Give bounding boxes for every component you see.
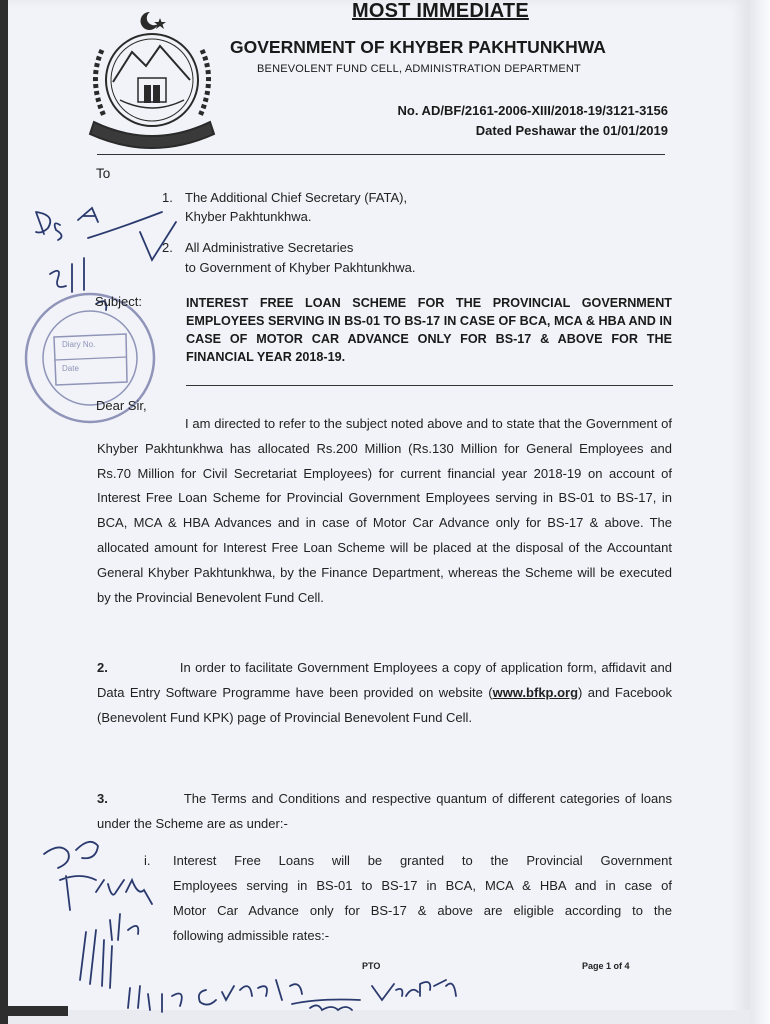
addressee-2-line2: to Government of Khyber Pakhtunkhwa. xyxy=(185,260,416,275)
government-emblem-icon xyxy=(90,12,214,148)
department-title: BENEVOLENT FUND CELL, ADMINISTRATION DEPARTMENT xyxy=(257,63,581,75)
letter-number: No. AD/BF/2161-2006-XIII/2018-19/3121-3156 xyxy=(397,103,668,118)
item-i-line4: following admissible rates:- xyxy=(173,928,330,943)
subject-text: INTEREST FREE LOAN SCHEME FOR THE PROVINCIAL GOVERNMENT EMPLOYEES SERVING IN BS-01 TO BS-17 IN CASE OF BCA, MCA & HBA AND IN CASE OF MOTOR CAR ADVANCE ONLY FOR BS-17 & ABOVE FOR THE FINANCIAL YEAR 2018-19. xyxy=(186,296,672,364)
government-title: GOVERNMENT OF KHYBER PAKHTUNKHWA xyxy=(230,37,606,57)
addressee-1-line1: The Additional Chief Secretary (FATA), xyxy=(185,190,408,205)
subject-label: Subject: xyxy=(95,294,142,309)
stamp-diary-label: Diary No. xyxy=(62,340,96,349)
addressee-1-line2: Khyber Pakhtunkhwa. xyxy=(185,209,312,224)
item-i-line2: Employees serving in BS-01 to BS-17 in BCA, MCA & HBA and in case of xyxy=(173,878,672,893)
addressee-2-number: 2. xyxy=(162,240,173,255)
paragraph-2-number: 2. xyxy=(97,660,108,675)
paragraph-3-number: 3. xyxy=(97,791,108,806)
to-label: To xyxy=(96,166,111,181)
letter-date: Dated Peshawar the 01/01/2019 xyxy=(475,123,668,138)
subject-underline xyxy=(186,385,673,386)
urgency-heading: MOST IMMEDIATE xyxy=(352,0,529,22)
paragraph-3-text: The Terms and Conditions and respective quantum of different categories of loans under the Scheme are as under:- xyxy=(97,791,672,831)
paragraph-2-text-after: ) and Facebook (Benevolent Fund KPK) page of Provincial Benevolent Fund Cell. xyxy=(97,684,672,725)
paragraph-3 xyxy=(97,787,672,837)
paragraph-1: I am directed to refer to the subject noted above and to state that the Government of Khyber Pakhtunkhwa has allocated Rs.200 Million (Rs.130 Million for General Employees and Rs.70 Million for Civil Secretariat Employees) for current financial year 2018-19 on account of Interest Free Loan Scheme for Provincial Government Employees serving in BS-01 to BS-17, in BCA, MCA & HBA Advances and in case of Motor Car Advance only for BS-17 & above. The allocated amount for Interest Free Loan Scheme will be placed at the disposal of the Accountant General Khyber Pakhtunkhwa, by the Finance Department, whereas the Scheme will be executed by the Provincial Benevolent Fund Cell. xyxy=(97,416,672,605)
paragraph-2 xyxy=(97,656,672,730)
website-link[interactable]: www.bfkp.org xyxy=(492,684,579,700)
header-divider xyxy=(97,154,665,155)
salutation: Dear Sir, xyxy=(96,398,147,413)
item-i-line3: Motor Car Advance only for BS-17 & above are eligible according to the xyxy=(173,903,672,918)
addressee-2-line1: All Administrative Secretaries xyxy=(185,240,354,255)
paragraph-2-text-before: In order to facilitate Government Employees a copy of application form, affidavit and Data Entry Software Programme have been provided on website ( xyxy=(97,660,672,700)
scan-mark xyxy=(8,1006,68,1016)
pto-label: PTO xyxy=(362,961,381,971)
item-i-line1: Interest Free Loans will be granted to the Provincial Government xyxy=(173,853,672,868)
addressee-1-number: 1. xyxy=(162,190,173,205)
item-i-number: i. xyxy=(144,853,151,868)
stamp-date-label: Date xyxy=(62,364,79,373)
page-number: Page 1 of 4 xyxy=(582,961,630,971)
